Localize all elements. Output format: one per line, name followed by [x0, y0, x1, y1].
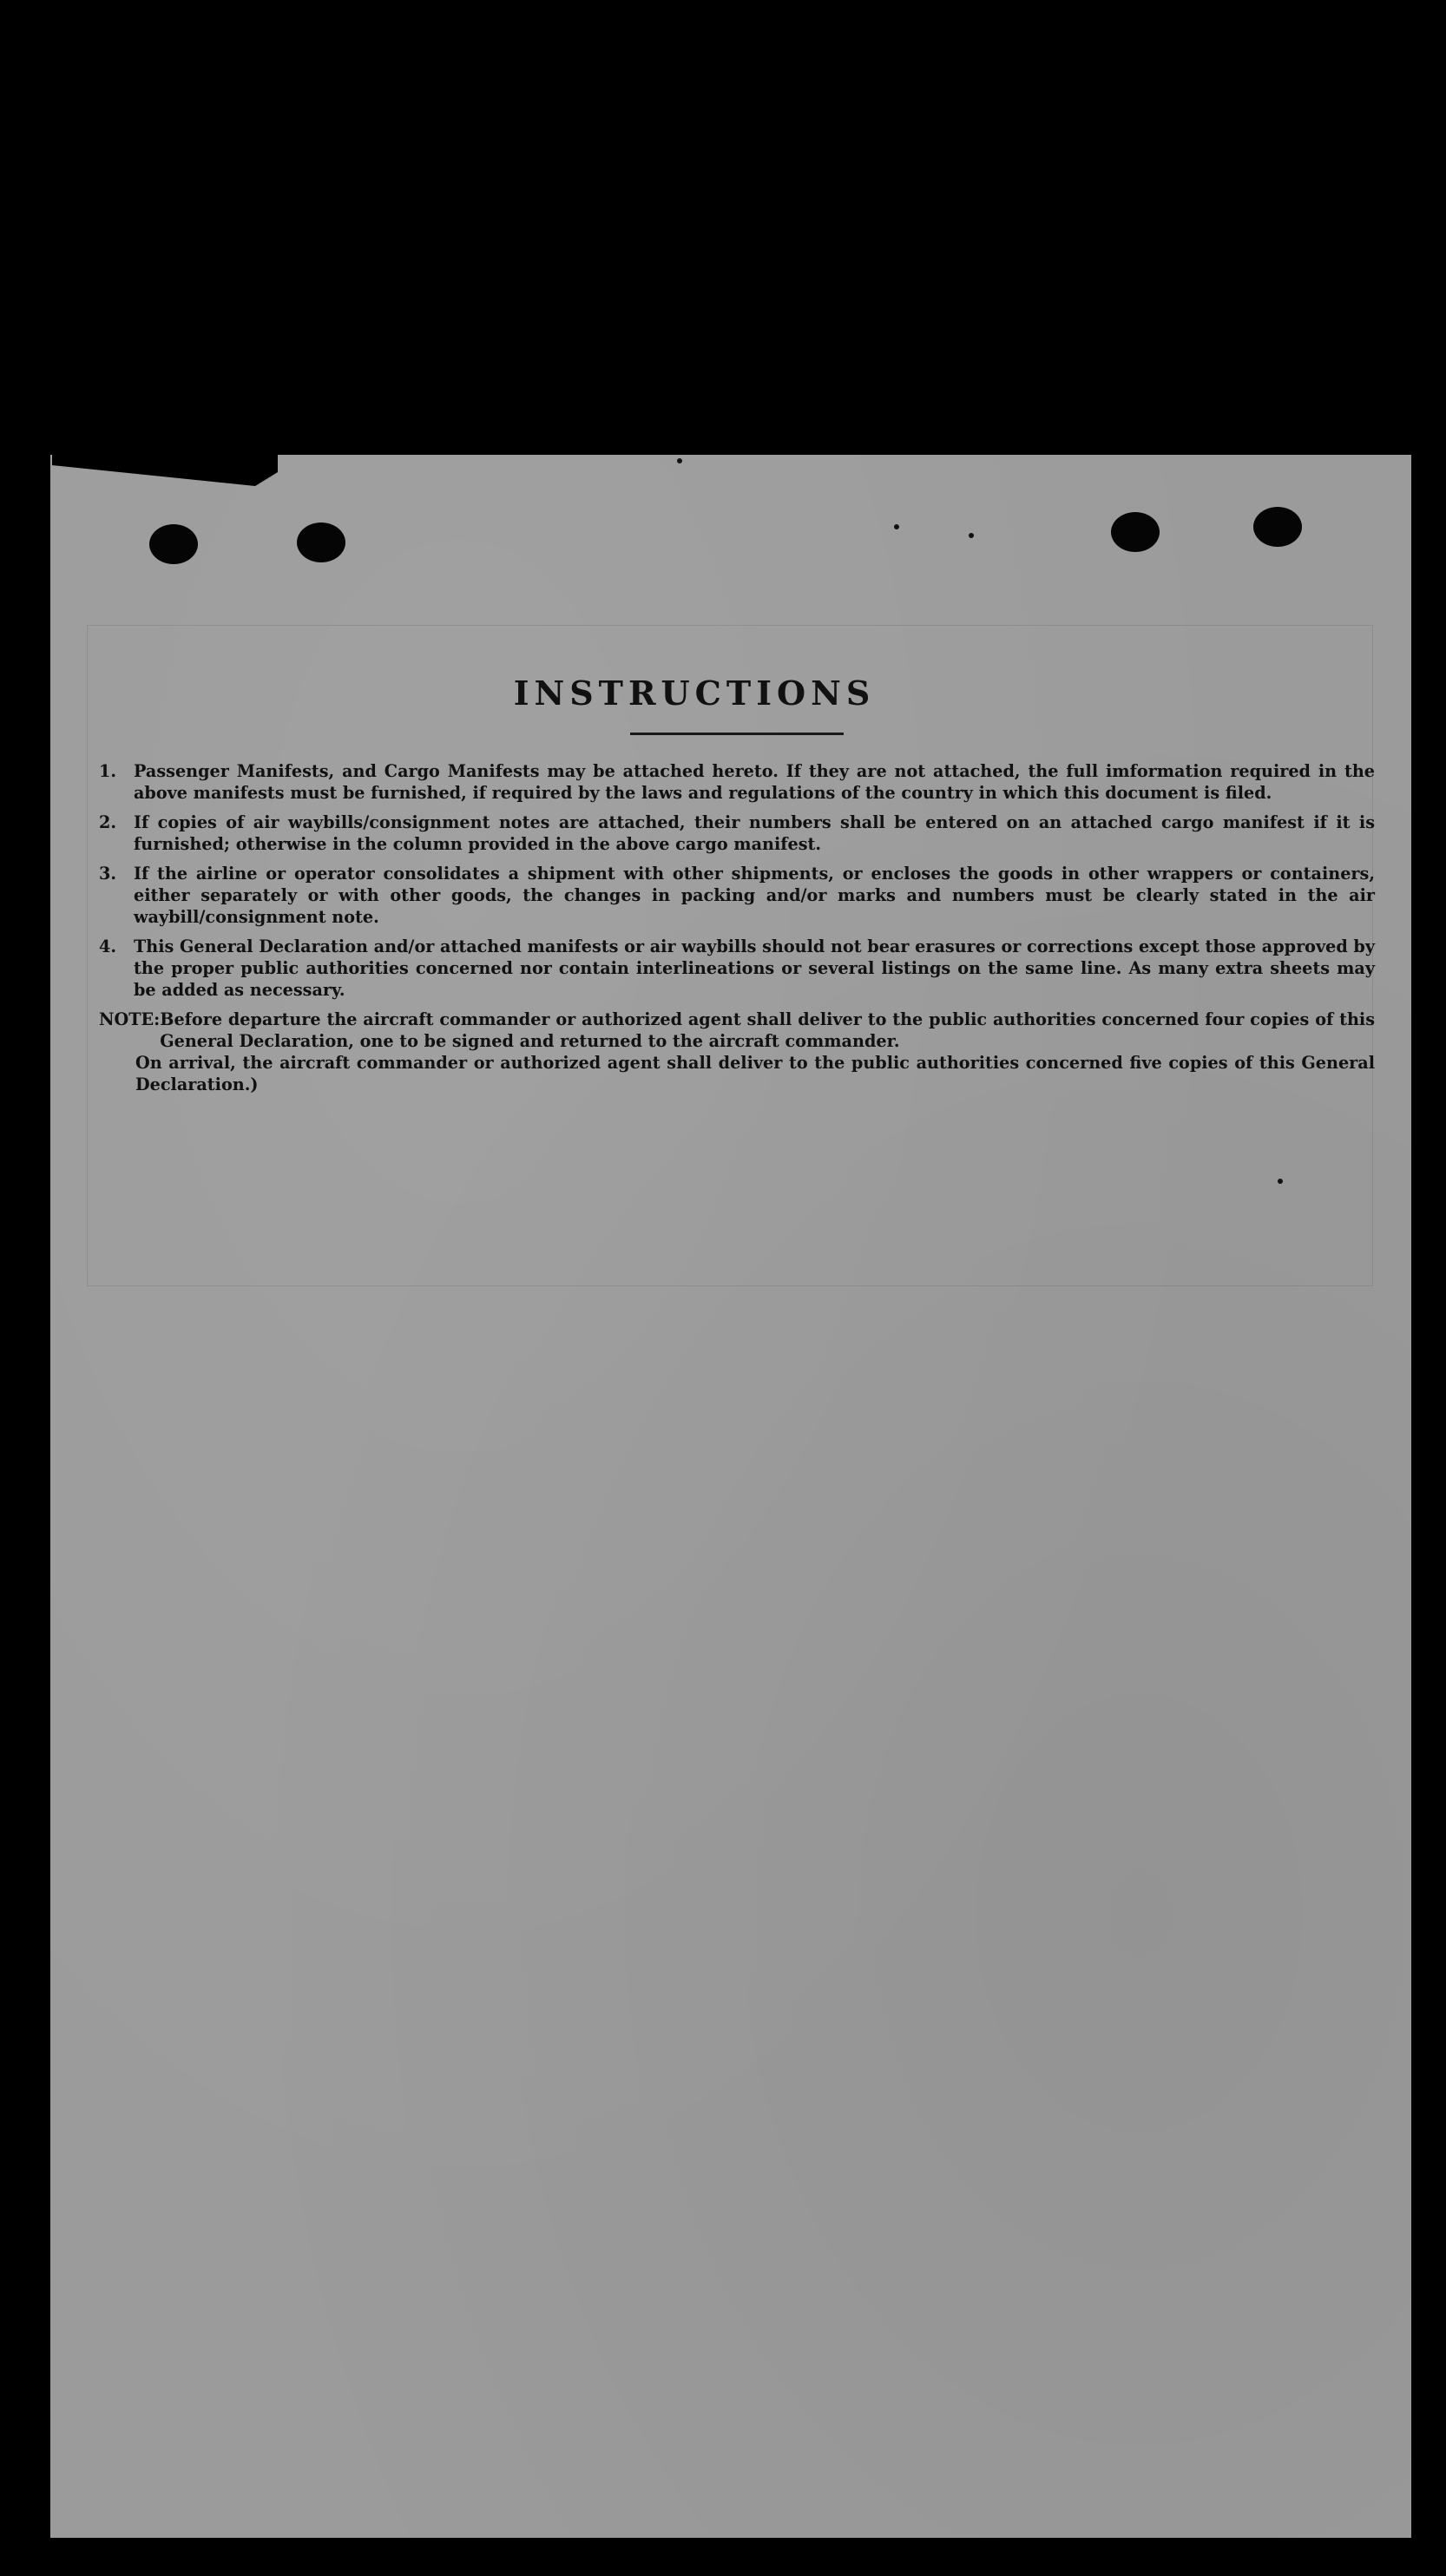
instruction-number: 4.: [99, 936, 117, 956]
page-title: INSTRUCTIONS: [513, 674, 876, 713]
speck: [677, 458, 682, 463]
instructions-list: [99, 760, 1375, 1095]
instruction-text: Passenger Manifests, and Cargo Manifests may be attached hereto. If they are not attached, the full imformation required in the above manifests must be furnished, if required by the laws and regulations of the country in which this document is filed.: [134, 761, 1375, 803]
note-label: NOTE:: [99, 1009, 161, 1029]
note-body: [160, 1009, 1375, 1052]
note-block: [99, 1009, 1375, 1052]
instruction-item: [99, 936, 1375, 1001]
punch-hole-left-2: [297, 522, 345, 562]
note-arrival: On arrival, the aircraft commander or authorized agent shall deliver to the public authorities concerned five copies of this General Declaration.): [135, 1053, 1375, 1094]
punch-hole-right-1: [1111, 512, 1160, 552]
instruction-text: If copies of air waybills/consignment notes are attached, their numbers shall be entered on an attached cargo manifest if it is furnished; otherwise in the column provided in the above cargo manifest.: [134, 812, 1375, 854]
instruction-text: If the airline or operator consolidates a shipment with other shipments, or encloses the goods in other wrappers or containers, either separately or with other goods, the changes in packing and/or marks and numbers must be clearly stated in the air waybill/consignment note.: [134, 864, 1375, 927]
instruction-number: 3.: [99, 864, 117, 884]
punch-hole-left-1: [149, 524, 198, 564]
note-departure: Before departure the aircraft commander or authorized agent shall deliver to the public authorities concerned four copies of this General Declaration, one to be signed and returned to the aircraft commander.: [160, 1009, 1375, 1051]
instruction-text: This General Declaration and/or attached manifests or air waybills should not bear erasures or corrections except those approved by the proper public authorities concerned nor contain interlineations or several listings on the same line. As many extra sheets may be added as necessary.: [134, 936, 1375, 1000]
instruction-item: [99, 760, 1375, 804]
instruction-number: 2.: [99, 812, 117, 832]
title-underline: [630, 733, 844, 735]
punch-hole-right-2: [1253, 507, 1302, 547]
instruction-number: 1.: [99, 761, 117, 781]
instruction-item: [99, 863, 1375, 928]
speck: [894, 524, 899, 529]
instruction-item: [99, 812, 1375, 855]
speck: [969, 533, 974, 538]
